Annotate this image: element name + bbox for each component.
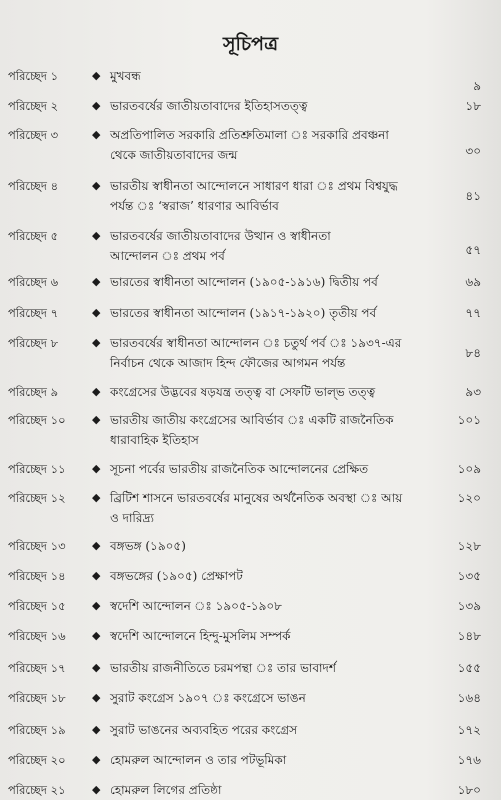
chapter-title — [110, 272, 428, 292]
chapter-title-line: কংগ্রেসের উদ্ভবের ষড়যন্ত্র তত্ত্ব বা সেফটি ভাল্ভ তত্ত্ব — [110, 385, 376, 399]
chapter-title-line: নির্বাচন থেকে আজাদ হিন্দ ফৌজের আগমন পর্যন্ত — [110, 356, 346, 370]
chapter-title — [110, 780, 428, 800]
chapter-label: পরিচ্ছেদ ১৩ — [8, 539, 66, 553]
chapter-label: পরিচ্ছেদ ১ — [8, 69, 59, 83]
diamond-bullet-icon: ◆ — [92, 99, 101, 112]
chapter-title — [110, 410, 428, 450]
chapter-label: পরিচ্ছেদ ১৯ — [8, 723, 66, 737]
chapter-title-line: সুরাট ভাঙনের অব্যবহিত পরের কংগ্রেস — [110, 723, 298, 737]
chapter-label: পরিচ্ছেদ ১৫ — [8, 599, 66, 613]
page-number: ১০৯ — [457, 462, 481, 476]
diamond-bullet-icon: ◆ — [92, 229, 101, 242]
chapter-title — [110, 96, 428, 116]
page-number: ৯৩ — [465, 385, 481, 399]
page-number: ১৮০ — [457, 783, 481, 797]
chapter-title — [110, 626, 428, 646]
chapter-title-line: অপ্রতিপালিত সরকারি প্রতিশ্রুতিমালা ঃ সরকারি প্রবঞ্চনা — [110, 128, 389, 142]
diamond-bullet-icon: ◆ — [92, 413, 101, 426]
chapter-label: পরিচ্ছেদ ৫ — [8, 229, 59, 243]
chapter-label: পরিচ্ছেদ ১৭ — [8, 661, 66, 675]
chapter-title-line: ধারাবাহিক ইতিহাস — [110, 433, 199, 447]
diamond-bullet-icon: ◆ — [92, 491, 101, 504]
chapter-title — [110, 382, 428, 402]
page-number: ১৩৯ — [457, 599, 481, 613]
chapter-label: পরিচ্ছেদ ৭ — [8, 306, 59, 320]
page-number: ১৫৫ — [457, 661, 481, 675]
chapter-title-line: ও দারিদ্র্য — [110, 511, 154, 525]
chapter-label: পরিচ্ছেদ ২১ — [8, 783, 66, 797]
chapter-title-line: ভারতবর্ষের জাতীয়তাবাদের উত্থান ও স্বাধীনতা — [110, 229, 331, 243]
chapter-title-line: সুরাট কংগ্রেস ১৯০৭ ঃ কংগ্রেসে ভাঙন — [110, 691, 306, 705]
chapter-title — [110, 720, 428, 740]
chapter-title — [110, 333, 428, 373]
diamond-bullet-icon: ◆ — [92, 336, 101, 349]
chapter-title — [110, 125, 428, 165]
page-number: ৯ — [473, 79, 481, 93]
page-number: ১৭৬ — [457, 753, 481, 767]
diamond-bullet-icon: ◆ — [92, 539, 101, 552]
chapter-title-line: মুখবন্ধ — [110, 69, 141, 83]
chapter-title-line: পর্যন্ত ঃ ‘স্বরাজ’ ধারণার আবির্ভাব — [110, 199, 279, 213]
chapter-title-line: হোমরুল আন্দোলন ও তার পটভূমিকা — [110, 753, 287, 767]
page-number: ৮৪ — [465, 346, 481, 360]
page-number: ৩০ — [465, 144, 481, 158]
chapter-title-line: স্বদেশি আন্দোলনে হিন্দু-মুসলিম সম্পর্ক — [110, 629, 291, 643]
page-number: ১৩৫ — [457, 569, 481, 583]
chapter-title-line: ভারতীয় স্বাধীনতা আন্দোলনে সাধারণ ধারা ঃ প্রথম বিশ্বযুদ্ধ — [110, 179, 398, 193]
chapter-title-line: ভারতবর্ষের জাতীয়তাবাদের ইতিহাসতত্ত্ব — [110, 99, 308, 113]
chapter-title — [110, 176, 428, 216]
chapter-label: পরিচ্ছেদ ৩ — [8, 128, 59, 142]
page-number: ১৬৪ — [457, 691, 481, 705]
chapter-title-line: আন্দোলন ঃ প্রথম পর্ব — [110, 249, 225, 263]
page-number: ১২৮ — [457, 539, 481, 553]
chapter-title-line: সূচনা পর্বের ভারতীয় রাজনৈতিক আন্দোলনের প্রেক্ষিত — [110, 462, 369, 476]
chapter-title-line: বঙ্গভঙ্গ (১৯০৫) — [110, 539, 186, 553]
page-number: ৭৭ — [465, 306, 481, 320]
chapter-title — [110, 596, 428, 616]
chapter-title-line: থেকে জাতীয়তাবাদের জন্ম — [110, 148, 238, 162]
chapter-title-line: ভারতীয় রাজনীতিতে চরমপন্থা ঃ তার ভাবাদর্শ — [110, 661, 336, 675]
diamond-bullet-icon: ◆ — [92, 629, 101, 642]
chapter-label: পরিচ্ছেদ ১৬ — [8, 629, 66, 643]
chapter-label: পরিচ্ছেদ ২ — [8, 99, 59, 113]
chapter-label: পরিচ্ছেদ ১৮ — [8, 691, 66, 705]
diamond-bullet-icon: ◆ — [92, 753, 101, 766]
diamond-bullet-icon: ◆ — [92, 599, 101, 612]
chapter-label: পরিচ্ছেদ ২০ — [8, 753, 66, 767]
chapter-title — [110, 226, 428, 266]
page-number: ১০১ — [457, 413, 481, 427]
diamond-bullet-icon: ◆ — [92, 462, 101, 475]
diamond-bullet-icon: ◆ — [92, 661, 101, 674]
diamond-bullet-icon: ◆ — [92, 306, 101, 319]
page-number: ৪১ — [465, 189, 481, 203]
page-number: ১৭২ — [457, 723, 481, 737]
chapter-title — [110, 459, 428, 479]
diamond-bullet-icon: ◆ — [92, 128, 101, 141]
chapter-title-line: ভারতের স্বাধীনতা আন্দোলন (১৯১৭-১৯২০) তৃতীয় পর্ব — [110, 306, 377, 320]
diamond-bullet-icon: ◆ — [92, 569, 101, 582]
chapter-title-line: বঙ্গভঙ্গের (১৯০৫) প্রেক্ষাপট — [110, 569, 243, 583]
chapter-title — [110, 536, 428, 556]
page-number: ৬৯ — [465, 275, 481, 289]
chapter-label: পরিচ্ছেদ ১১ — [8, 462, 66, 476]
chapter-label: পরিচ্ছেদ ১৪ — [8, 569, 66, 583]
page-number: ১২০ — [457, 491, 481, 505]
chapter-title — [110, 688, 428, 708]
page-number: ১৮ — [465, 99, 481, 113]
diamond-bullet-icon: ◆ — [92, 69, 101, 82]
page-number: ১৪৮ — [457, 629, 481, 643]
chapter-title-line: স্বদেশি আন্দোলন ঃ ১৯০৫-১৯০৮ — [110, 599, 282, 613]
chapter-label: পরিচ্ছেদ ৬ — [8, 275, 59, 289]
chapter-title — [110, 750, 428, 770]
chapter-title-line: ভারতের স্বাধীনতা আন্দোলন (১৯০৫-১৯১৬) দ্বিতীয় পর্ব — [110, 275, 378, 289]
chapter-title-line: হোমরুল লিগের প্রতিষ্ঠা — [110, 783, 222, 797]
chapter-label: পরিচ্ছেদ ৯ — [8, 385, 59, 399]
diamond-bullet-icon: ◆ — [92, 385, 101, 398]
chapter-title — [110, 658, 428, 678]
chapter-title-line: ব্রিটিশ শাসনে ভারতবর্ষের মানুষের অর্থনৈতিক অবস্থা ঃ আয় — [110, 491, 403, 505]
diamond-bullet-icon: ◆ — [92, 275, 101, 288]
diamond-bullet-icon: ◆ — [92, 783, 101, 796]
chapter-label: পরিচ্ছেদ ৮ — [8, 336, 59, 350]
diamond-bullet-icon: ◆ — [92, 691, 101, 704]
chapter-label: পরিচ্ছেদ ১০ — [8, 413, 66, 427]
chapter-title — [110, 566, 428, 586]
diamond-bullet-icon: ◆ — [92, 179, 101, 192]
chapter-label: পরিচ্ছেদ ১২ — [8, 491, 66, 505]
page-title: সূচিপত্র — [222, 33, 279, 55]
chapter-title-line: ভারতীয় জাতীয় কংগ্রেসের আবির্ভাব ঃ একটি রাজনৈতিক — [110, 413, 394, 427]
page-number: ৫৭ — [465, 243, 481, 257]
diamond-bullet-icon: ◆ — [92, 723, 101, 736]
chapter-title — [110, 66, 428, 86]
chapter-title-line: ভারতবর্ষের স্বাধীনতা আন্দোলন ঃ চতুর্থ পর্ব ঃ ১৯৩৭-এর — [110, 336, 402, 350]
chapter-title — [110, 488, 428, 528]
chapter-label: পরিচ্ছেদ ৪ — [8, 179, 59, 193]
chapter-title — [110, 303, 428, 323]
